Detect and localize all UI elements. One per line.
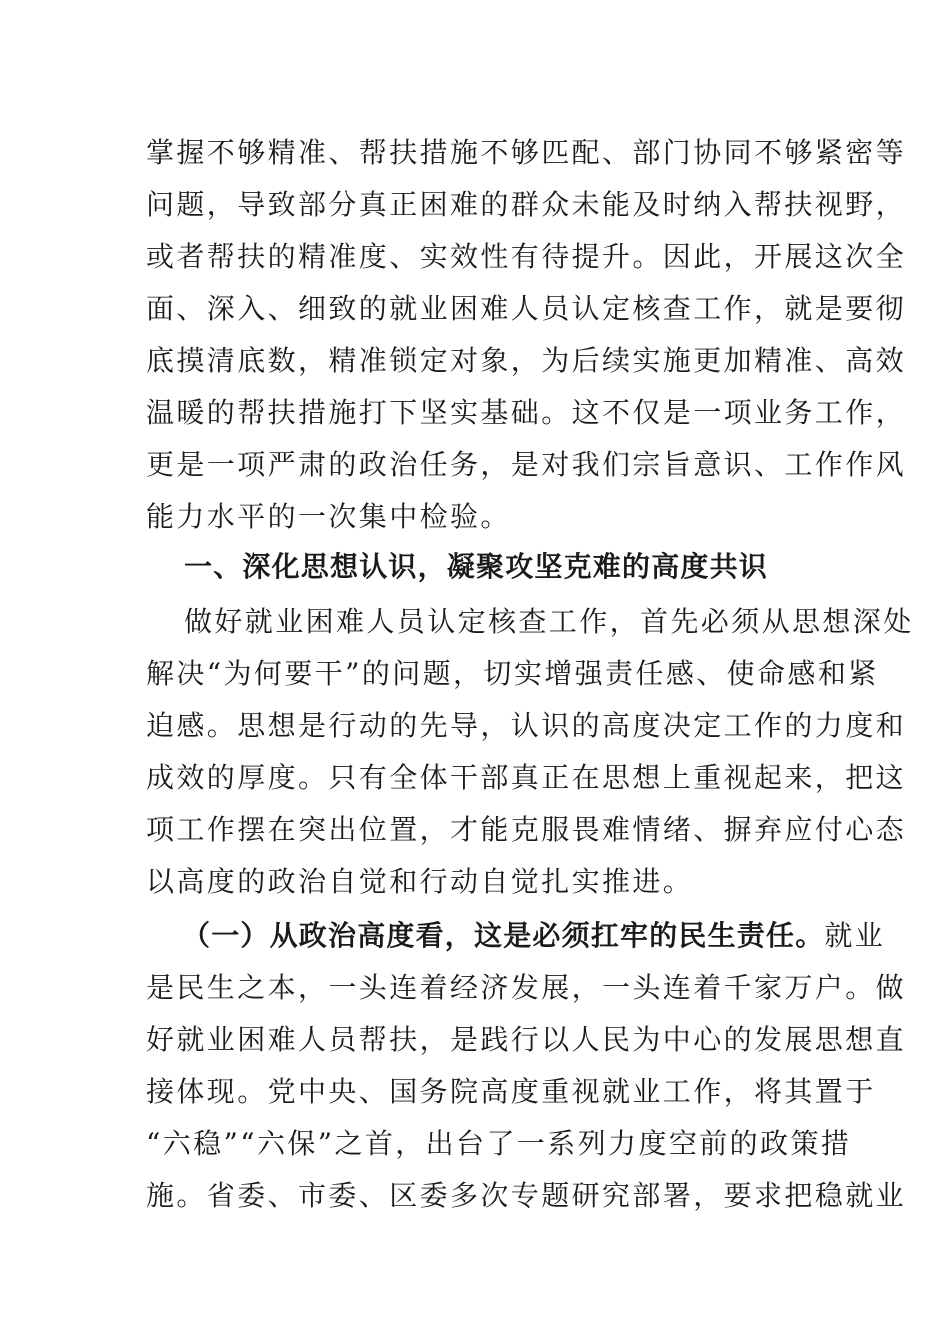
section-heading: 一、深化思想认识，凝聚攻坚克难的高度共识 [184,550,769,583]
intro-line-8: 能力水平的一次集中检验。 [146,500,511,533]
subsection-line-3: 好就业困难人员帮扶，是践行以人民为中心的发展思想直 [146,1023,907,1056]
subsection-line-4: 接体现。党中央、国务院高度重视就业工作，将其置于 [146,1075,876,1108]
subsection-line-5: “六稳”“六保”之首，出台了一系列力度空前的政策措 [146,1127,852,1160]
intro-line-7: 更是一项严肃的政治任务，是对我们宗旨意识、工作作风 [146,448,907,481]
intro-line-4: 面、深入、细致的就业困难人员认定核查工作，就是要彻 [146,292,907,325]
section1-line-5: 项工作摆在突出位置，才能克服畏难情绪、摒弃应付心态 [146,813,907,846]
section1-line-6: 以高度的政治自觉和行动自觉扎实推进。 [146,865,694,898]
subsection-title: （一）从政治高度看，这是必须扛牢的民生责任。 [182,919,825,952]
subsection-line-2: 是民生之本，一头连着经济发展，一头连着千家万户。做 [146,971,907,1004]
intro-line-6: 温暖的帮扶措施打下坚实基础。这不仅是一项业务工作， [146,396,907,429]
subsection-first-line [182,910,886,962]
subsection-line-6: 施。省委、市委、区委多次专题研究部署，要求把稳就业 [146,1179,907,1212]
section1-line-4: 成效的厚度。只有全体干部真正在思想上重视起来，把这 [146,761,907,794]
intro-line-3: 或者帮扶的精准度、实效性有待提升。因此，开展这次全 [146,240,907,273]
subsection-first-tail: 就业 [824,919,886,952]
section1-line-1: 做好就业困难人员认定核查工作，首先必须从思想深处 [184,605,914,638]
intro-line-5: 底摸清底数，精准锁定对象，为后续实施更加精准、高效 [146,344,907,377]
intro-line-1: 掌握不够精准、帮扶措施不够匹配、部门协同不够紧密等 [146,136,907,169]
section1-line-2: 解决“为何要干”的问题，切实增强责任感、使命感和紧 [146,657,879,690]
section1-line-3: 迫感。思想是行动的先导，认识的高度决定工作的力度和 [146,709,907,742]
intro-line-2: 问题，导致部分真正困难的群众未能及时纳入帮扶视野， [146,188,907,221]
